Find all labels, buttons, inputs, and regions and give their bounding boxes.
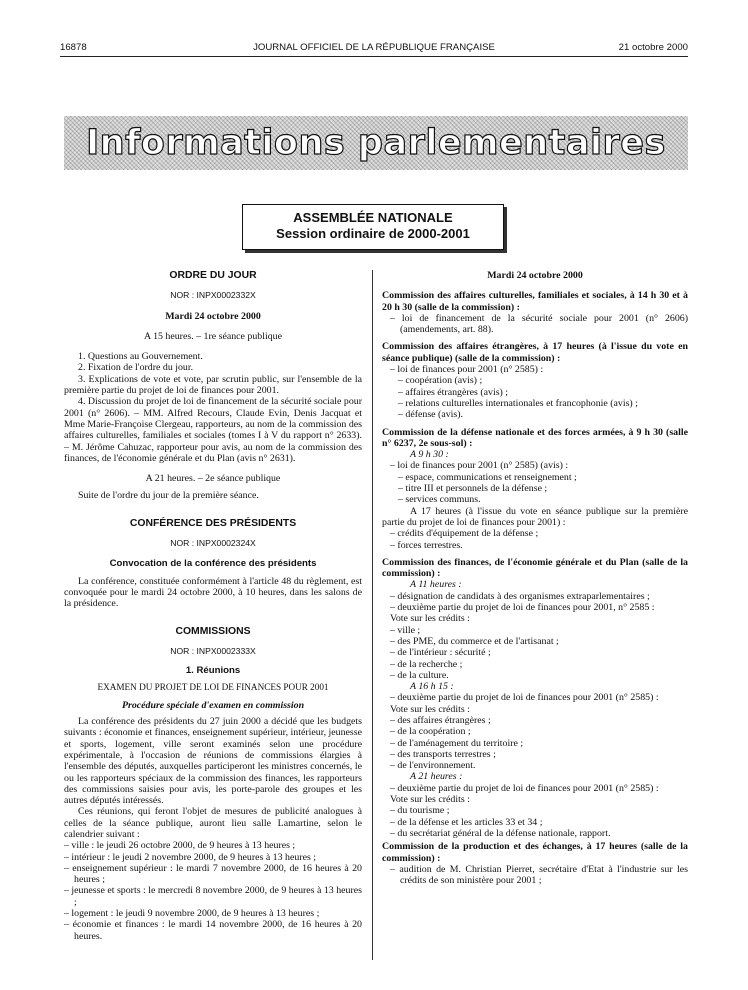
- commission-item: – désignation de candidats à des organismes extraparlementaires ;: [390, 590, 650, 602]
- commission-subitem: – forces terrestres.: [390, 539, 463, 551]
- credit-item: – de l'environnement.: [390, 760, 476, 772]
- date-heading: Mardi 24 octobre 2000: [487, 270, 583, 281]
- credit-item: – des PME, du commerce et de l'artisanat ;: [390, 635, 559, 647]
- agenda-item: 3. Explications de vote et vote, par scrutin public, sur l'ensemble de la première partie du projet de loi de finances pour 2001.: [64, 373, 362, 397]
- header-rule: [60, 56, 688, 57]
- issue-date: 21 octobre 2000: [618, 42, 688, 53]
- commission-subitem: – coopération (avis) ;: [398, 375, 483, 387]
- section-banner: [64, 116, 688, 170]
- conference-title: CONFÉRENCE DES PRÉSIDENTS: [129, 517, 297, 529]
- commission-subitem: – affaires étrangères (avis) ;: [398, 386, 509, 398]
- commission-heading: Commission de la production et des échanges, à 17 heures (salle de la commission) :: [382, 841, 688, 864]
- calendar-item: – enseignement supérieur : le mardi 7 novembre 2000, de 16 heures à 20 heures ;: [64, 862, 362, 886]
- commissions-title: COMMISSIONS: [175, 625, 251, 637]
- paragraph: La conférence des présidents du 27 juin 2000 a décidé que les budgets suivants : économie et finances, enseignement supérieur, intérieur, jeunesse et sports, logement, ville seront examinés selon une procédure expérimentale, à l'occasion de réunions de commissions élargies à l'ensemble des députés, auxquelles participeront les ministres concernés, le ou les rapporteurs spéciaux de la commission des finances, les rapporteurs des commissions saisies pour avis, les porte-parole des groupes et les autres députés intéressés.: [64, 716, 362, 807]
- time-heading: A 17 heures (à l'issue du vote en séance publique sur la première partie du projet de loi de finances pour 2001) :: [382, 505, 688, 528]
- nor-code: NOR : INPX0002333X: [170, 645, 256, 656]
- commission-item: – deuxième partie du projet de loi de finances pour 2001 (n° 2585) :: [390, 692, 659, 704]
- commission-item: – audition de M. Christian Pierret, secrétaire d'Etat à l'industrie sur les crédits de son ministère pour 2001 ;: [390, 863, 688, 887]
- commission-item: – deuxième partie du projet de loi de finances pour 2001, n° 2585 :: [390, 602, 655, 614]
- calendar-item: – jeunesse et sports : le mercredi 8 novembre 2000, de 9 heures à 13 heures ;: [64, 885, 362, 908]
- calendar-item: – économie et finances : le mardi 14 novembre 2000, de 16 heures à 20 heures.: [64, 919, 362, 942]
- agenda-item: 1. Questions au Gouvernement.: [78, 351, 203, 363]
- assembly-box: [242, 204, 504, 250]
- seance-line: A 21 heures. – 2e séance publique: [145, 473, 281, 485]
- credit-item: – de la coopération ;: [390, 726, 471, 738]
- convocation-title: Convocation de la conférence des présidents: [109, 558, 317, 570]
- ordre-title: ORDRE DU JOUR: [169, 270, 257, 281]
- commission-item: – loi de finances pour 2001 (n° 2585) (avis) :: [390, 460, 569, 472]
- credit-item: – du tourisme ;: [390, 805, 450, 817]
- credit-item: – de la défense et les articles 33 et 34 ;: [390, 816, 543, 828]
- credit-item: – des transports terrestres ;: [390, 748, 496, 760]
- calendar-item: – ville : le jeudi 26 octobre 2000, de 9 heures à 13 heures ;: [64, 840, 296, 852]
- commission-heading: Commission des affaires culturelles, familiales et sociales, à 14 h 30 et à 20 h 30 (salle de la commission) :: [382, 290, 688, 313]
- left-column: [64, 270, 362, 942]
- commission-subitem: – espace, communications et renseignement ;: [398, 471, 577, 483]
- credit-item: – ville ;: [390, 624, 421, 636]
- reunions-title: 1. Réunions: [185, 665, 241, 677]
- suite-text: Suite de l'ordre du jour de la première séance.: [78, 490, 259, 502]
- commission-heading: Commission de la défense nationale et des forces armées, à 9 h 30 (salle n° 6237, 2e sous-sol) :: [382, 426, 688, 449]
- time-heading: A 9 h 30 :: [410, 449, 449, 461]
- column-divider: [372, 270, 373, 960]
- calendar-list: [64, 840, 362, 942]
- page-number: 16878: [60, 42, 87, 53]
- credit-item: – des affaires étrangères ;: [390, 714, 491, 726]
- time-heading: A 11 heures :: [410, 579, 462, 591]
- vote-label: Vote sur les crédits :: [390, 794, 470, 806]
- commission-subitem: – titre III et personnels de la défense ;: [398, 483, 548, 495]
- date-heading: Mardi 24 octobre 2000: [165, 310, 261, 322]
- agenda-item: 4. Discussion du projet de loi de financement de la sécurité sociale pour 2001 (n° 2606). – MM. Alfred Recours, Claude Evin, Denis Jacquat et Mme Marie-Françoise Clergeau, rapporteurs, au nom de la commission des affaires culturelles, familiales et sociales (tomes I à V du rapport n° 2633). – M. Jérôme Cahuzac, rapporteur pour avis, au nom de la commission des finances, de l'économie générale et du Plan (avis n° 2631).: [64, 396, 362, 464]
- examen-title: EXAMEN DU PROJET DE LOI DE FINANCES POUR 2001: [97, 682, 329, 693]
- vote-label: Vote sur les crédits :: [390, 703, 470, 715]
- commission-item: – loi de financement de la sécurité sociale pour 2001 (n° 2606) (amendements, art. 88).: [390, 312, 688, 336]
- nor-code: NOR : INPX0002332X: [170, 290, 256, 301]
- commission-item: – deuxième partie du projet de loi de finances pour 2001 (n° 2585) :: [390, 782, 659, 794]
- nor-code: NOR : INPX0002324X: [170, 538, 256, 549]
- credit-item: – de la recherche ;: [390, 658, 463, 670]
- commission-heading: Commission des affaires étrangères, à 17 heures (à l'issue du vote en séance publique) (salle de la commission) :: [382, 341, 688, 364]
- procedure-title: Procédure spéciale d'examen en commission: [121, 699, 305, 711]
- agenda-list: [64, 351, 362, 464]
- calendar-item: – logement : le jeudi 9 novembre 2000, de 9 heures à 13 heures ;: [64, 908, 320, 920]
- commission-heading: Commission des finances, de l'économie générale et du Plan (salle de la commission) :: [382, 556, 688, 580]
- convocation-text: La conférence, constituée conformément à l'article 48 du règlement, est convoquée pour le mardi 24 octobre 2000, à 10 heures, dans les salons de la présidence.: [64, 575, 362, 610]
- credit-item: – de l'intérieur : sécurité ;: [390, 647, 491, 659]
- credit-item: – de l'aménagement du territoire ;: [390, 737, 524, 749]
- time-heading: A 16 h 15 :: [410, 681, 454, 693]
- agenda-item: 2. Fixation de l'ordre du jour.: [78, 362, 194, 374]
- banner-title: Informations parlementaires: [86, 123, 666, 163]
- commission-subitem: – services communs.: [398, 494, 481, 506]
- paragraph: Ces réunions, qui feront l'objet de mesures de publicité analogues à celles de la séance publique, auront lieu salle Lamartine, selon le calendrier suivant :: [64, 806, 362, 840]
- vote-label: Vote sur les crédits :: [390, 613, 470, 625]
- seance-line: A 15 heures. – 1re séance publique: [144, 330, 282, 342]
- commission-subitem: – défense (avis).: [398, 409, 463, 421]
- session-name: Session ordinaire de 2000-2001: [276, 226, 470, 241]
- commission-item: – loi de finances pour 2001 (n° 2585) :: [390, 364, 544, 376]
- credit-item: – de la culture.: [390, 669, 449, 681]
- commission-subitem: – crédits d'équipement de la défense ;: [390, 528, 539, 540]
- credit-item: – du secrétariat général de la défense nationale, rapport.: [390, 827, 611, 839]
- time-heading: A 21 heures :: [410, 771, 463, 783]
- assembly-name: ASSEMBLÉE NATIONALE: [293, 210, 453, 225]
- journal-title: JOURNAL OFFICIEL DE LA RÉPUBLIQUE FRANÇAISE: [253, 42, 495, 53]
- calendar-item: – intérieur : le jeudi 2 novembre 2000, de 9 heures à 13 heures ;: [64, 851, 317, 863]
- right-column: [382, 270, 688, 886]
- commission-subitem: – relations culturelles internationales et francophonie (avis) ;: [398, 397, 638, 409]
